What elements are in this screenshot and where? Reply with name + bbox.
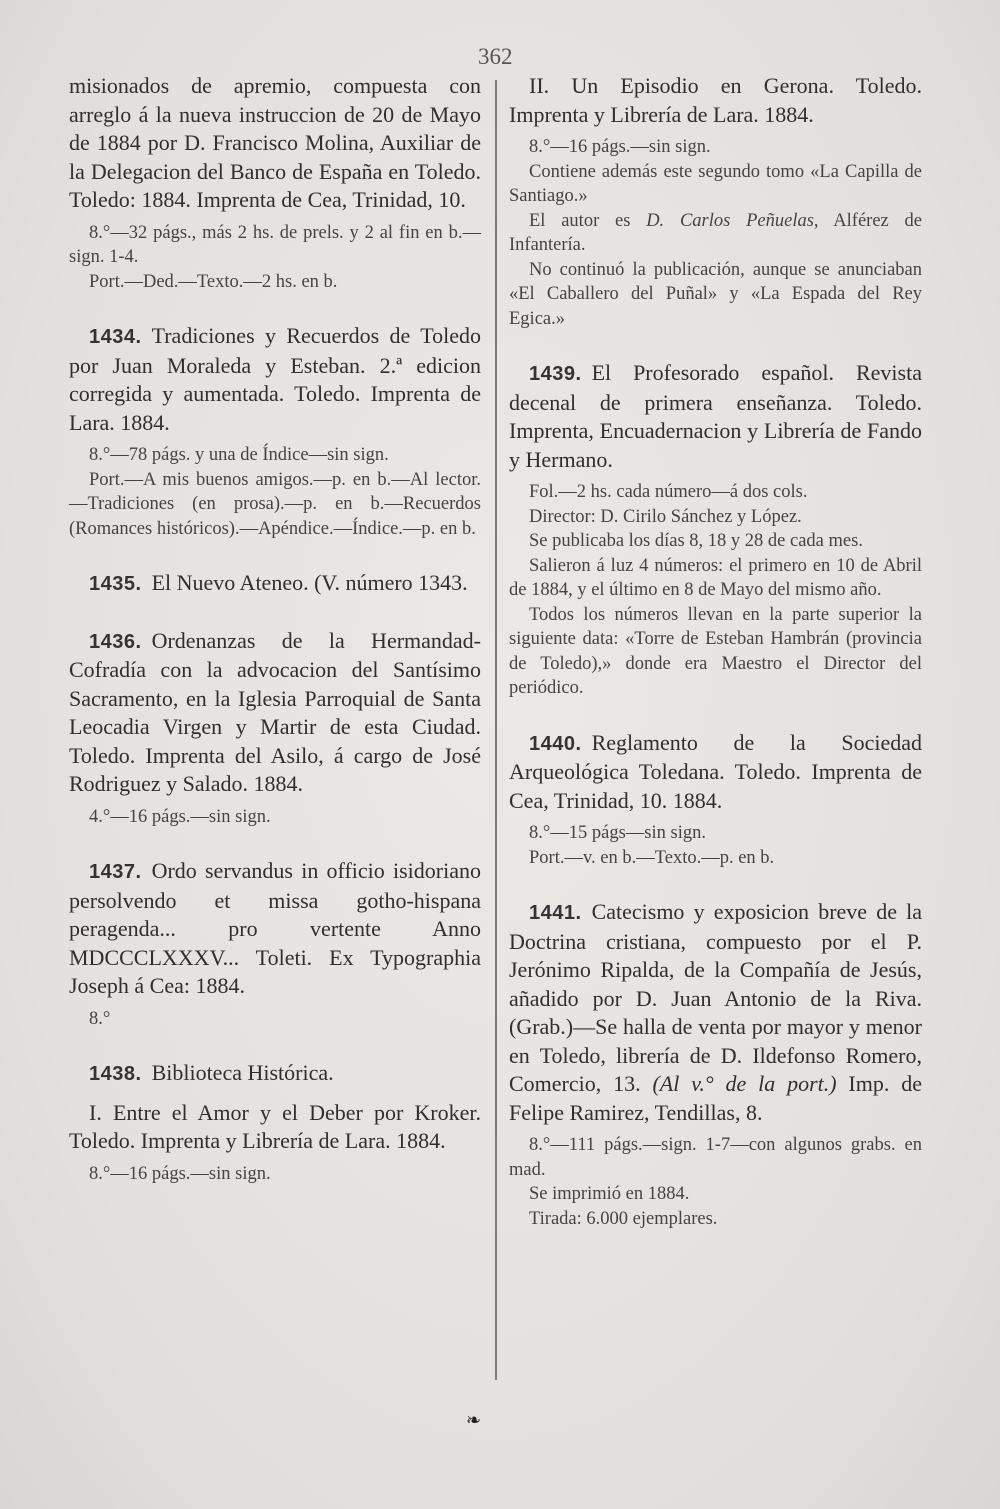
entry-1435 <box>69 569 481 599</box>
entry-number: 1440. <box>529 732 582 755</box>
entry-note: Salieron á luz 4 números: el primero en 10 de Abril de 1884, y el último en 8 de Mayo del mismo año. <box>509 555 922 600</box>
entry-note: No continuó la publicación, aunque se anunciaban «El Caballero del Puñal» y «La Espada del Rey Egica.» <box>509 259 922 329</box>
entry-note: Contiene además este segundo tomo «La Capilla de Santiago.» <box>509 161 922 206</box>
entry-note: Director: D. Cirilo Sánchez y López. <box>529 506 802 527</box>
entry-number: 1434. <box>89 326 142 348</box>
entry-text: Ordo servandus in officio isidoriano persolvendo et missa gotho-hispana peragenda... pro vertente Anno MDCCCLXXXV... Toleti. Ex Typographia Joseph á Cea: 1884. <box>69 858 481 998</box>
column-divider <box>495 80 497 1380</box>
entry-number: 1441. <box>529 902 582 924</box>
entry-note: Se publicaba los días 8, 18 y 28 de cada mes. <box>529 531 863 551</box>
entry-note: 8.°—16 págs.—sin sign. <box>89 1163 271 1184</box>
entry-number: 1437. <box>89 861 142 883</box>
entry-note: Port.—Ded.—Texto.—2 hs. en b. <box>89 271 338 292</box>
entry-1436 <box>69 627 481 799</box>
entry-number: 1438. <box>89 1063 142 1085</box>
entry-text: El Nuevo Ateneo. (V. número 1343. <box>151 570 468 595</box>
entry-1441 <box>509 898 922 1127</box>
entry-text: Tradiciones y Recuerdos de Toledo por Juan Moraleda y Esteban. 2.ª edicion corregida y aumentada. Toledo. Imprenta de Lara. 1884. <box>69 323 481 435</box>
entry-note: Port.—A mis buenos amigos.—p. en b.—Al lector.—Tradiciones (en prosa).—p. en b.—Recuerdos (Romances históricos).—Apéndice.—Índice.—p. en b. <box>69 469 481 539</box>
entry-italic-note: (Al v.° de la port.) <box>652 1071 837 1096</box>
entry-note: 8.°—78 págs. y una de Índice—sin sign. <box>89 445 389 465</box>
entry-text: Biblioteca Histórica. <box>151 1060 334 1085</box>
continued-entry-text: misionados de apremio, compuesta con arreglo á la nueva instruccion de 20 de Mayo de 1884 por D. Francisco Molina, Auxiliar de la Delegacion del Banco de España en Toledo. Toledo: 1884. Imprenta de Cea, Trinidad, 10. <box>69 73 481 212</box>
entry-note: Port.—v. en b.—Texto.—p. en b. <box>529 847 775 868</box>
entry-1439 <box>509 359 922 474</box>
entry-text: Catecismo y exposicion breve de la Doctrina cristiana, compuesto por el P. Jerónimo Ripalda, de la Compañía de Jesús, añadido por D. Juan Antonio de la Riva. (Grab.)—Se halla de venta por mayor y menor en Toledo, librería de D. Ildefonso Romero, Comercio, 13. <box>509 899 922 1096</box>
sub-entry-i: I. Entre el Amor y el Deber por Kroker. Toledo. Imprenta y Librería de Lara. 1884. <box>69 1099 481 1153</box>
entry-note: 8.°—16 págs.—sin sign. <box>529 137 711 157</box>
entry-text: Ordenanzas de la Hermandad-Cofradía con la advocacion del Santísimo Sacramento, en la Iglesia Parroquial de Santa Leocadia Virgen y Martir de esta Ciudad. Toledo. Imprenta del Asilo, á cargo de José Rodriguez y Salado. 1884. <box>69 627 481 796</box>
entry-1438 <box>69 1059 481 1089</box>
entry-number: 1435. <box>89 573 142 595</box>
entry-note: 8.°—111 págs.—sign. 1-7—con algunos grabs. en mad. <box>509 1135 922 1180</box>
entry-note: 4.°—16 págs.—sin sign. <box>89 806 271 827</box>
entry-text-end: Imp. de Felipe Ramirez, Tendillas, 8. <box>509 1071 922 1125</box>
entry-number: 1436. <box>89 630 142 653</box>
entry-1437 <box>69 857 481 1001</box>
entry-note: Tirada: 6.000 ejemplares. <box>529 1208 718 1229</box>
author-name: D. Carlos Peñuelas <box>646 210 814 231</box>
right-column <box>509 72 922 1231</box>
author-note: El autor es D. Carlos Peñuelas, Alférez de Infantería. <box>509 210 922 255</box>
entry-note: Se imprimió en 1884. <box>529 1184 690 1204</box>
entry-note: 8.° <box>89 1008 111 1029</box>
entry-text: Reglamento de la Sociedad Arqueológica Toledana. Toledo. Imprenta de Cea, Trinidad, 10. 1884. <box>509 729 922 813</box>
sub-entry-ii: II. Un Episodio en Gerona. Toledo. Imprenta y Librería de Lara. 1884. <box>509 73 922 127</box>
ornament-icon: ❧ <box>466 1410 482 1430</box>
entry-1440 <box>509 729 922 816</box>
entry-note: 8.°—15 págs—sin sign. <box>529 823 706 843</box>
page-number: 362 <box>478 44 513 69</box>
entry-note: 8.°—32 págs., más 2 hs. de prels. y 2 al fin en b.—sign. 1-4. <box>69 222 481 267</box>
entry-1434 <box>69 322 481 437</box>
entry-number: 1439. <box>529 363 582 385</box>
entry-text: El Profesorado español. Revista decenal de primera enseñanza. Toledo. Imprenta, Encuadernacion y Librería de Fando y Hermano. <box>509 360 922 472</box>
entry-note: Todos los números llevan en la parte superior la siguiente data: «Torre de Esteban Hambrán (provincia de Toledo),» donde era Maestro el Director del periódico. <box>509 604 922 698</box>
entry-note: Fol.—2 hs. cada número—á dos cols. <box>529 482 808 502</box>
left-column <box>69 72 481 1186</box>
